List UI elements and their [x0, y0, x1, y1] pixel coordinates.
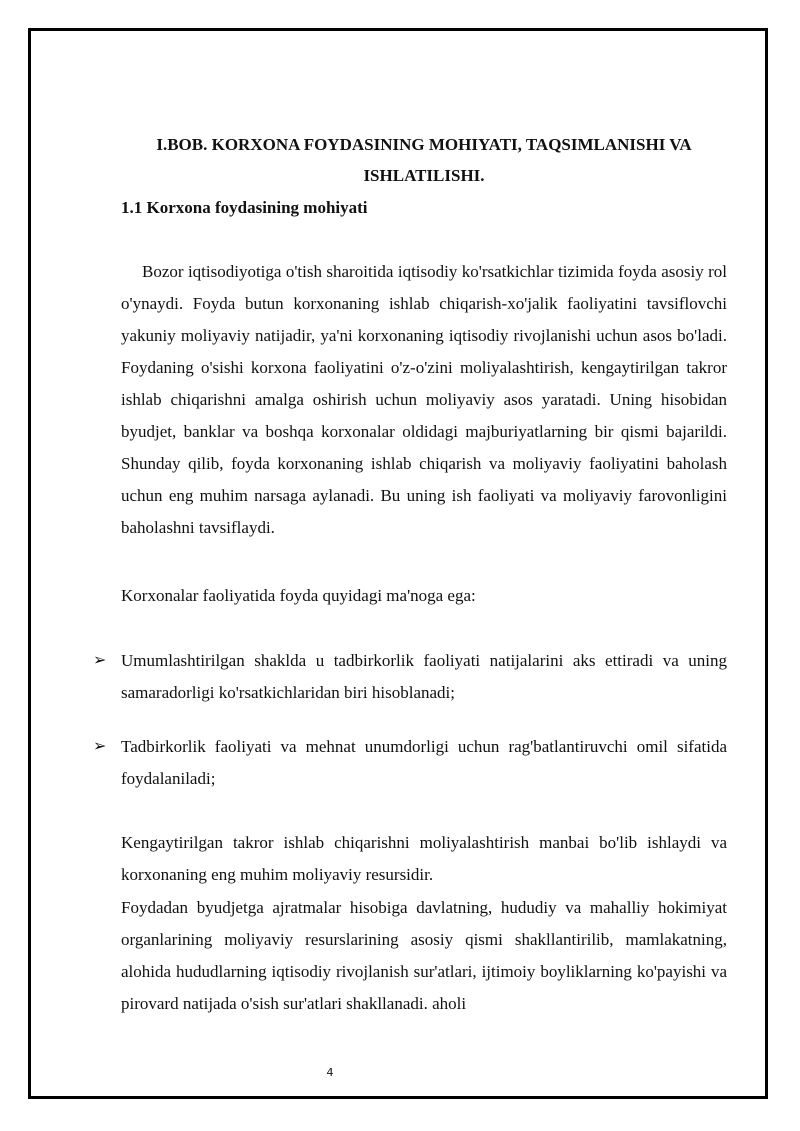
chapter-heading: I.BOB. KORXONA FOYDASINING MOHIYATI, TAQSIMLANISHI VA ISHLATILISHI.	[156, 135, 692, 185]
bullet-arrow-icon: ➢	[93, 738, 107, 755]
bullet-item-1: Umumlashtirilgan shaklda u tadbirkorlik faoliyati natijalarini aks ettiradi va uning samaradorligi ko'rsatkichlaridan biri hisoblanadi;	[121, 651, 727, 702]
bullet-arrow-icon: ➢	[93, 652, 107, 669]
section-heading: 1.1 Korxona foydasining mohiyati	[121, 198, 368, 217]
body-paragraph-2: Kengaytirilgan takror ishlab chiqarishni moliyalashtirish manbai bo'lib ishlaydi va korxonaning eng muhim moliyaviy resursidir.	[121, 833, 727, 884]
bullet-item-2: Tadbirkorlik faoliyati va mehnat unumdorligi uchun rag'batlantiruvchi omil sifatida foydalaniladi;	[121, 737, 727, 788]
intro-line: Korxonalar faoliyatida foyda quyidagi ma'noga ega:	[121, 586, 476, 605]
page-number: 4	[326, 1066, 334, 1079]
body-paragraph-1: Bozor iqtisodiyotiga o'tish sharoitida iqtisodiy ko'rsatkichlar tizimida foyda asosiy rol o'ynaydi. Foyda butun korxonaning ishlab chiqarish-xo'jalik faoliyatini tavsiflovchi yakuniy moliyaviy natijadir, ya'ni korxonaning iqtisodiy rivojlanishi uchun asos bo'ladi. Foydaning o'sishi korxona faoliyatini o'z-o'zini moliyalashtirish, kengaytirilgan takror ishlab chiqarishni amalga oshirish uchun moliyaviy asos yaratadi. Uning hisobidan byudjet, banklar va boshqa korxonalar oldidagi majburiyatlarning bir qismi bajarildi. Shunday qilib, foyda korxonaning ishlab chiqarish va moliyaviy faoliyatini baholash uchun eng muhim narsaga aylanadi. Bu uning ish faoliyati va moliyaviy farovonligini baholashni tavsiflaydi.	[121, 262, 727, 537]
body-paragraph-3: Foydadan byudjetga ajratmalar hisobiga davlatning, hududiy va mahalliy hokimiyat organlarining moliyaviy resurslarining asosiy qismi shakllantirilib, mamlakatning, alohida hududlarning iqtisodiy rivojlanish sur'atlari, ijtimoiy boyliklarning ko'payishi va pirovard natijada o'sish sur'atlari shakllanadi. aholi	[121, 898, 727, 1013]
